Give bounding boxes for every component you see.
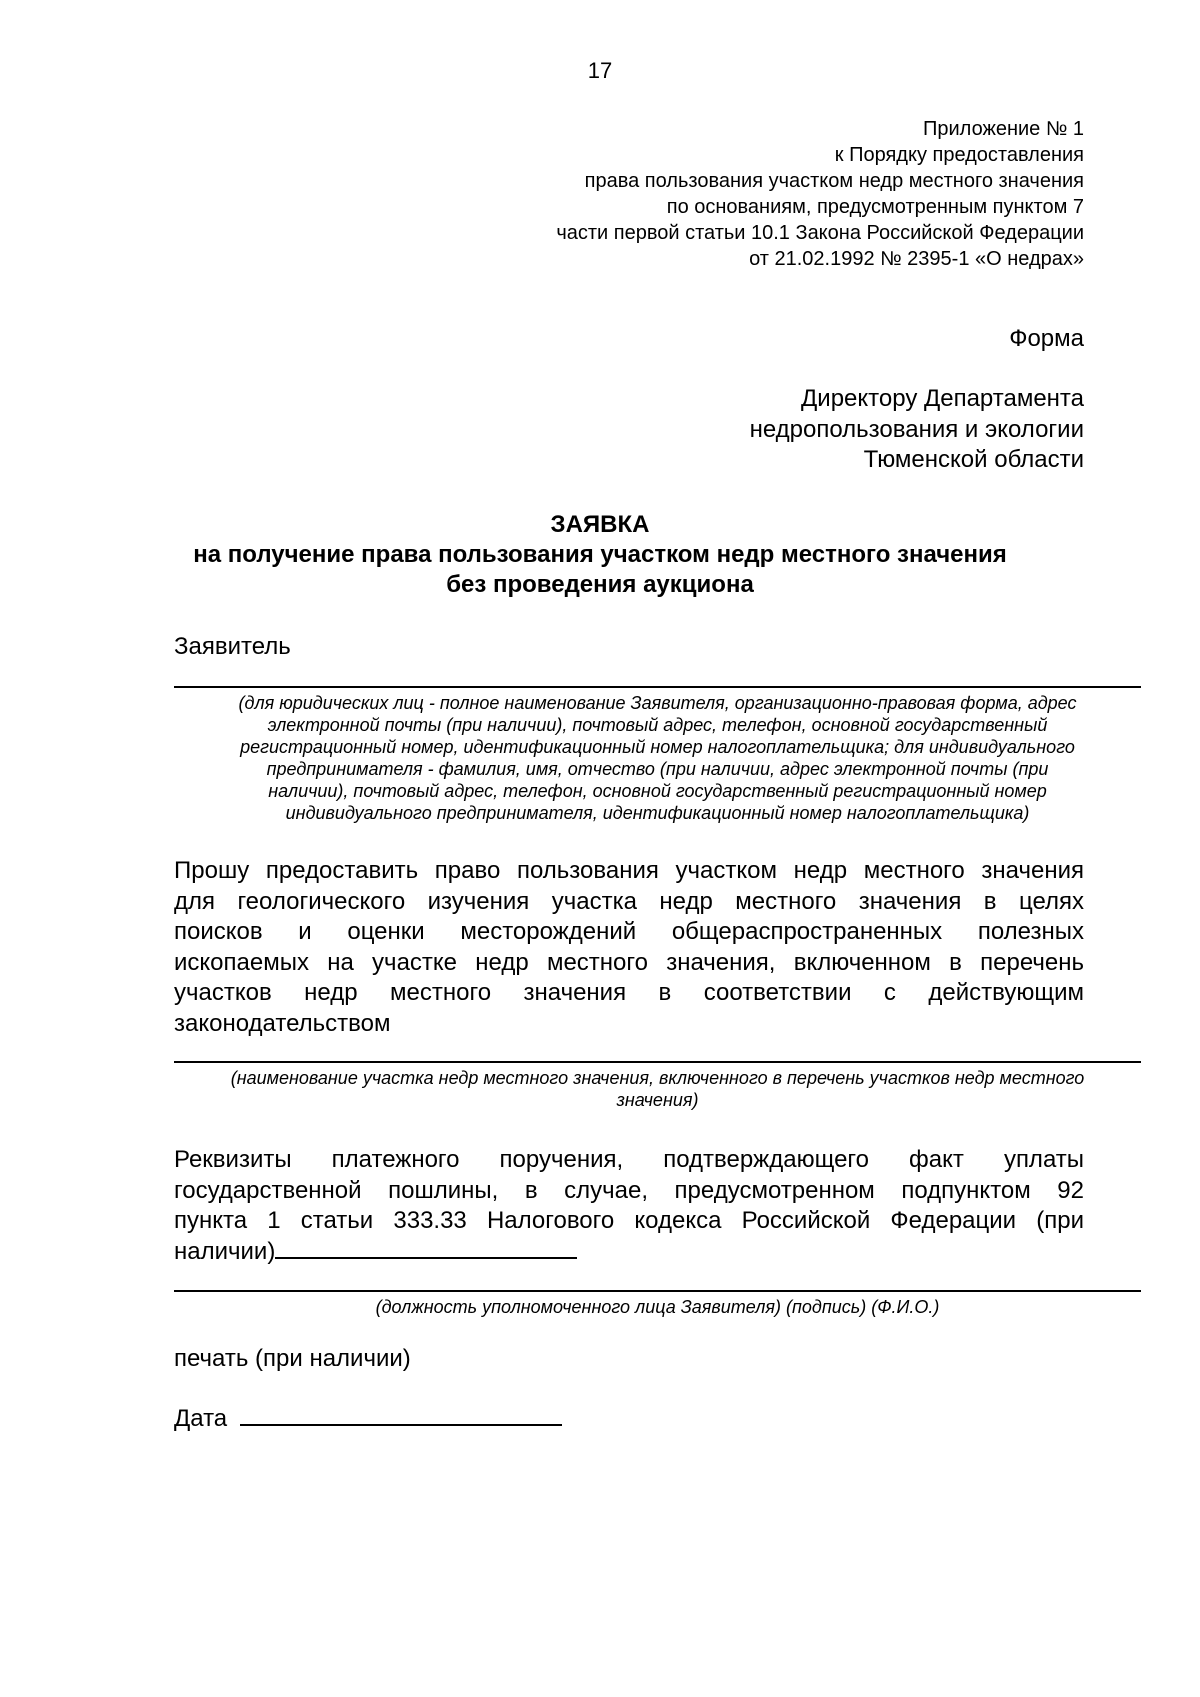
paragraph-line: Прошу предоставить право пользования участком недр местного значения (174, 857, 1084, 884)
hint-line: регистрационный номер, идентификационный номер налогоплательщика; для индивидуального (240, 737, 1075, 757)
form-label: Форма (1009, 325, 1084, 352)
stamp-label: печать (при наличии) (174, 1345, 411, 1372)
paragraph-line: участков недр местного значения в соответствии с действующим (174, 979, 1084, 1006)
addressee-line: недропользования и экологии (749, 415, 1084, 443)
hint-line: (для юридических лиц - полное наименование Заявителя, организационно-правовая форма, адрес (238, 693, 1077, 713)
signature-input-line[interactable] (174, 1290, 1141, 1292)
payment-paragraph (174, 1145, 1084, 1267)
paragraph-line: для геологического изучения участка недр местного значения в целях (174, 887, 1084, 915)
signature-hint: (должность уполномоченного лица Заявителя) (подпись) (Ф.И.О.) (375, 1297, 940, 1317)
paragraph-line: поисков и оценки месторождений общераспространенных полезных (174, 918, 1084, 945)
subsoil-site-input-line[interactable] (174, 1061, 1141, 1063)
subsoil-site-hint (160, 1067, 1155, 1111)
request-paragraph (174, 856, 1084, 1039)
appendix-line: по основаниям, предусмотренным пунктом 7 (666, 196, 1084, 218)
appendix-reference (556, 116, 1084, 272)
addressee-line: Тюменской области (863, 446, 1084, 473)
appendix-line: части первой статьи 10.1 Закона Российской Федерации (556, 222, 1084, 244)
hint-line: индивидуального предпринимателя, идентификационный номер налогоплательщика) (285, 803, 1030, 823)
date-row (174, 1405, 562, 1433)
title-main: ЗАЯВКА (550, 511, 650, 538)
hint-line: электронной почты (при наличии), почтовый адрес, телефон, основной государственный (267, 715, 1048, 735)
paragraph-line: законодательством (174, 1009, 391, 1037)
document-title (0, 510, 1200, 600)
date-input-line[interactable] (240, 1423, 562, 1426)
addressee-line: Директору Департамента (801, 385, 1084, 412)
paragraph-line: ископаемых на участке недр местного значения, включенном в перечень (174, 948, 1084, 976)
hint-line: наличии), почтовый адрес, телефон, основной государственный регистрационный номер (268, 781, 1047, 801)
paragraph-line (174, 1237, 1084, 1268)
page-number: 17 (587, 58, 613, 83)
paragraph-line: государственной пошлины, в случае, предусмотренном подпунктом 92 (174, 1176, 1084, 1204)
appendix-line: права пользования участком недр местного значения (584, 170, 1084, 192)
title-line: без проведения аукциона (446, 571, 754, 598)
applicant-label: Заявитель (174, 633, 291, 660)
paragraph-line: Реквизиты платежного поручения, подтверждающего факт уплаты (174, 1146, 1084, 1173)
title-line: на получение права пользования участком недр местного значения (193, 541, 1007, 568)
applicant-hint (160, 692, 1155, 824)
appendix-line: к Порядку предоставления (834, 144, 1084, 166)
hint-line: значения) (616, 1090, 699, 1110)
hint-line: предпринимателя - фамилия, имя, отчество (при наличии, адрес электронной почты (при (266, 759, 1049, 779)
appendix-line: от 21.02.1992 № 2395-1 «О недрах» (749, 248, 1084, 270)
payment-order-input-line[interactable] (275, 1256, 577, 1259)
payment-last-line: наличии) (174, 1237, 276, 1265)
date-label: Дата (174, 1405, 228, 1432)
addressee-block (750, 384, 1084, 476)
appendix-line: Приложение № 1 (923, 118, 1084, 140)
paragraph-line: пункта 1 статьи 333.33 Налогового кодекса Российской Федерации (при (174, 1207, 1084, 1234)
applicant-input-line[interactable] (174, 686, 1141, 688)
hint-line: (наименование участка недр местного значения, включенного в перечень участков недр местного (230, 1068, 1085, 1088)
